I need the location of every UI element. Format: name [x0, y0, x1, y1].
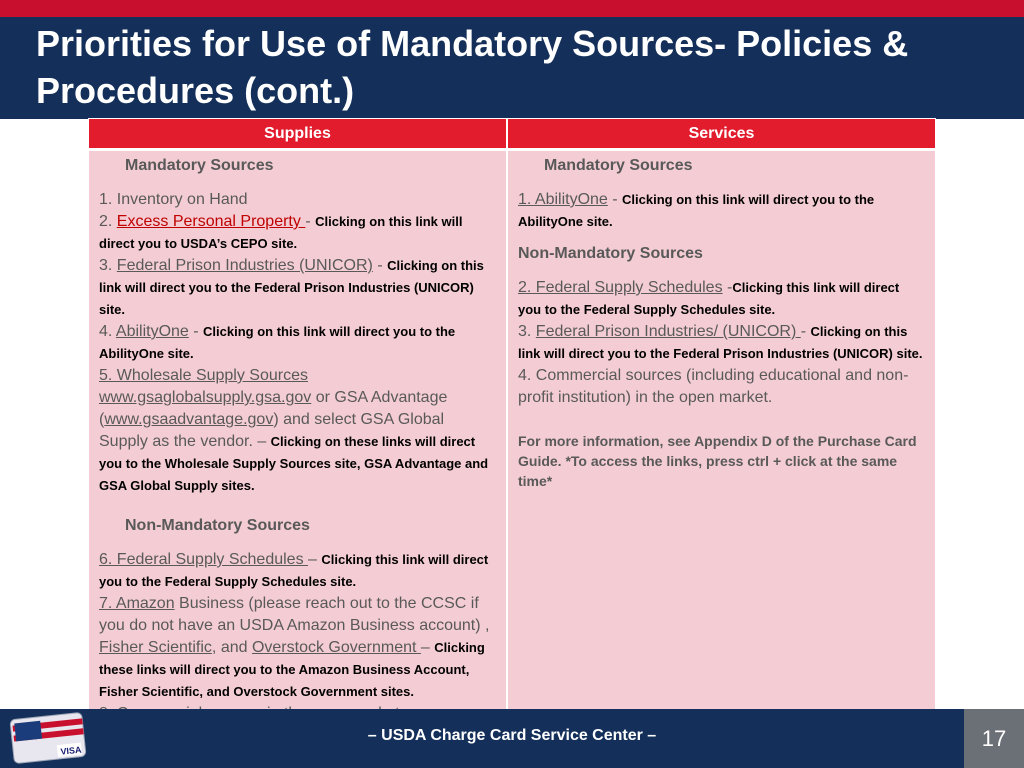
source-link[interactable]: Federal Prison Industries/ (UNICOR) [535, 323, 801, 340]
source-link[interactable]: 5. Wholesale Supply Sources [99, 367, 308, 384]
link-description: Clicking on this link will direct you to the AbilityOne site. [99, 324, 456, 361]
item-text: 1. Inventory on Hand [99, 191, 248, 208]
link-description: Clicking on this link will direct you to USDA’s CEPO site. [99, 214, 463, 251]
source-item [99, 211, 496, 255]
source-link[interactable]: 1. AbilityOne [518, 191, 608, 208]
source-item [99, 255, 496, 321]
purchase-card-guide-note: For more information, see Appendix D of the Purchase Card Guide. *To access the links, press ctrl + click at the same time* [518, 433, 917, 489]
item-text: 3. [518, 323, 536, 340]
source-item [518, 277, 925, 321]
item-text: – [308, 551, 322, 568]
services-mandatory-heading: Mandatory Sources [544, 157, 693, 174]
source-item [99, 593, 496, 703]
link-description: Clicking on these links will direct you to the Wholesale Supply Sources site, GSA Advantage and GSA Global Supply sites. [99, 434, 489, 493]
source-link[interactable]: Federal Prison Industries (UNICOR) [116, 257, 373, 274]
item-text: - [305, 213, 316, 230]
supplies-cell [89, 151, 506, 713]
link-description: Clicking this link will direct you to the Federal Supply Schedules site. [99, 552, 489, 589]
services-cell [508, 151, 935, 713]
item-text: - [800, 323, 811, 340]
supplies-mandatory-heading: Mandatory Sources [125, 157, 274, 174]
top-accent-bar [0, 0, 1024, 17]
item-text: Business (please reach out to the CCSC if you do not have an USDA Amazon Business account) , [99, 595, 490, 634]
svg-text:VISA: VISA [59, 744, 82, 757]
slide-title: Priorities for Use of Mandatory Sources- Policies & Procedures (cont.) [36, 23, 909, 111]
source-link[interactable]: Excess Personal Property [116, 213, 306, 230]
item-text: - [722, 279, 733, 296]
supplies-non-mandatory-list [99, 549, 496, 725]
source-link[interactable]: www.gsaadvantage.gov [104, 411, 274, 428]
source-link[interactable]: 7. Amazon [99, 595, 175, 612]
source-item [99, 365, 496, 497]
item-text: or GSA Advantage ( [99, 389, 448, 428]
source-item [99, 189, 496, 211]
footer-text: – USDA Charge Card Service Center – [367, 727, 657, 744]
source-link[interactable]: 2. Federal Supply Schedules [518, 279, 723, 296]
item-text: ) and select GSA Global Supply as the vendor. – [99, 411, 445, 450]
source-link[interactable]: Fisher Scientific [99, 639, 212, 656]
link-description: Clicking on this link will direct you to the Federal Prison Industries (UNICOR) site. [99, 258, 484, 317]
source-link[interactable]: Overstock Government [251, 639, 421, 656]
source-item [518, 321, 925, 365]
link-description: Clicking this link will direct you to the Federal Supply Schedules site. [518, 280, 900, 317]
supplies-mandatory-list [99, 189, 496, 497]
source-link[interactable]: www.gsaglobalsupply.gsa.gov [99, 389, 312, 406]
link-description: Clicking on this link will direct you to the Federal Prison Industries (UNICOR) site. [518, 324, 923, 361]
item-text: – [420, 639, 435, 656]
services-non-mandatory-list [518, 277, 925, 409]
item-text: 2. [99, 213, 117, 230]
header-services: Services [508, 119, 935, 148]
supplies-non-mandatory-heading: Non-Mandatory Sources [125, 517, 310, 534]
link-description: Clicking on this link will direct you to the AbilityOne site. [518, 192, 875, 229]
source-item [518, 189, 925, 233]
item-text: 4. [99, 323, 116, 340]
item-text: 4. Commercial sources (including educational and non-profit institution) in the open market. [518, 367, 909, 406]
source-link[interactable]: AbilityOne [115, 323, 189, 340]
source-item [99, 321, 496, 365]
item-text: - [372, 257, 388, 274]
header-supplies: Supplies [89, 119, 506, 148]
page-number: 17 [964, 709, 1024, 768]
item-text: - [188, 323, 204, 340]
source-item [99, 549, 496, 593]
sources-table [88, 118, 936, 714]
services-mandatory-list [518, 189, 925, 233]
link-description: Clicking these links will direct you to the Amazon Business Account, Fisher Scientific, and Overstock Government sites. [99, 640, 485, 699]
item-text: 3. [99, 257, 117, 274]
item-text: , and [211, 639, 252, 656]
source-item [518, 365, 925, 409]
services-non-mandatory-heading: Non-Mandatory Sources [518, 245, 703, 262]
source-link[interactable]: 6. Federal Supply Schedules [99, 551, 309, 568]
item-text: - [607, 191, 623, 208]
